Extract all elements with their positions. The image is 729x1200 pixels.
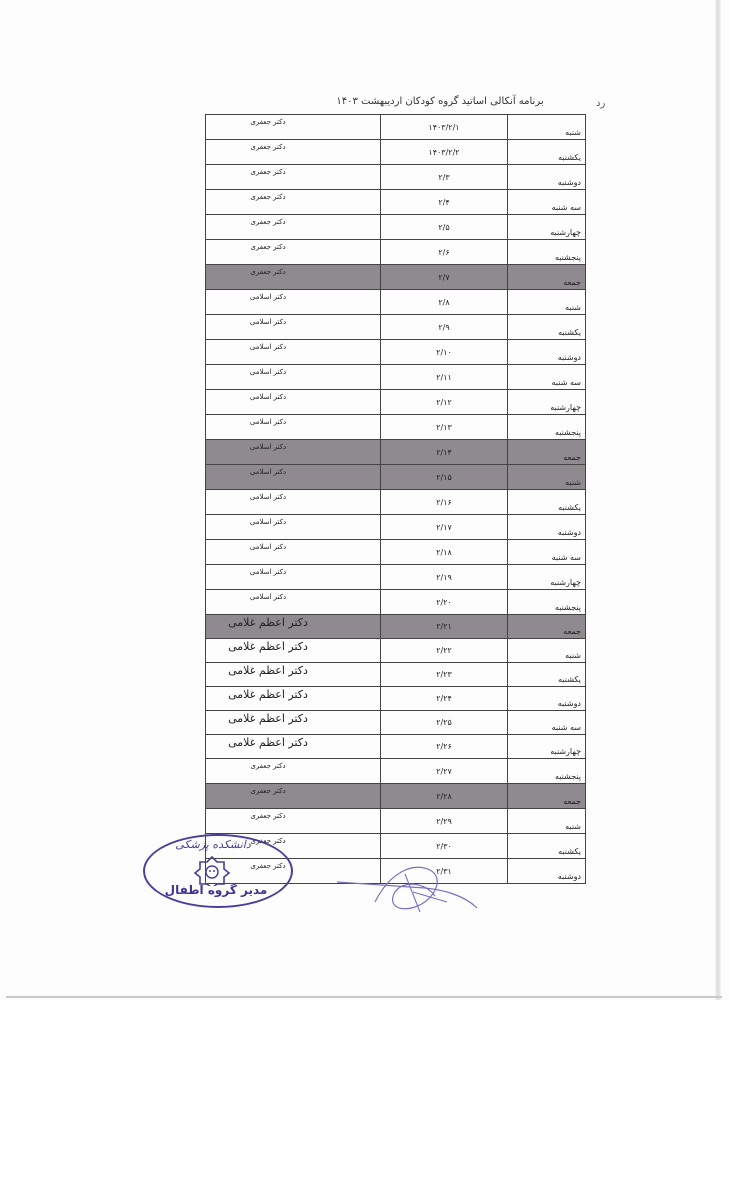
doctor-cell: دکتر جعفری [206,115,381,140]
table-row [206,365,586,390]
doctor-cell: دکتر اسلامی [206,390,381,415]
date-cell: ۲/۱۷ [381,515,508,540]
date-cell: ۲/۱۳ [381,415,508,440]
day-cell: جمعه [508,615,586,639]
doctor-cell: دکتر اعظم غلامی [206,687,381,711]
table-row [206,711,586,735]
doctor-cell: دکتر اسلامی [206,465,381,490]
day-cell: یکشنبه [508,490,586,515]
table-row [206,165,586,190]
day-cell: چهارشنبه [508,735,586,759]
doctor-cell: دکتر جعفری [206,784,381,809]
date-cell: ۲/۸ [381,290,508,315]
date-cell: ۱۴۰۳/۲/۲ [381,140,508,165]
day-cell: دوشنبه [508,515,586,540]
date-cell: ۲/۳۰ [381,834,508,859]
day-cell: جمعه [508,440,586,465]
doctor-cell: دکتر اعظم غلامی [206,663,381,687]
on-call-schedule-table [205,114,586,884]
table-row [206,759,586,784]
page-title: برنامه آنکالی اساتید گروه کودکان اردیبهشت ۱۴۰۳ [336,96,544,107]
day-cell: پنجشنبه [508,759,586,784]
day-cell: دوشنبه [508,165,586,190]
date-cell: ۲/۳۱ [381,859,508,884]
day-cell: سه شنبه [508,365,586,390]
date-cell: ۲/۲۹ [381,809,508,834]
handwritten-signature [335,862,480,922]
date-cell: ۲/۲۶ [381,735,508,759]
date-cell: ۲/۲۰ [381,590,508,615]
date-cell: ۲/۹ [381,315,508,340]
table-row [206,190,586,215]
doctor-cell: دکتر اعظم غلامی [206,615,381,639]
day-cell: دوشنبه [508,859,586,884]
day-cell: چهارشنبه [508,390,586,415]
day-cell: پنجشنبه [508,415,586,440]
day-cell: سه شنبه [508,540,586,565]
day-cell: سه شنبه [508,190,586,215]
table-row [206,215,586,240]
doctor-cell: دکتر جعفری [206,140,381,165]
stamp-emblem-icon [192,856,232,886]
doctor-cell: دکتر اسلامی [206,515,381,540]
date-cell: ۲/۴ [381,190,508,215]
table-row [206,415,586,440]
doctor-cell: دکتر جعفری [206,759,381,784]
day-cell: دوشنبه [508,687,586,711]
date-cell: ۲/۲۳ [381,663,508,687]
day-cell: سه شنبه [508,711,586,735]
doctor-cell: دکتر اسلامی [206,290,381,315]
table-row [206,490,586,515]
table-row [206,615,586,639]
scan-edge-bottom [6,996,722,998]
doctor-cell: دکتر اعظم غلامی [206,711,381,735]
date-cell: ۲/۱۸ [381,540,508,565]
table-row [206,390,586,415]
table-row [206,735,586,759]
doctor-cell: دکتر جعفری [206,240,381,265]
day-cell: یکشنبه [508,663,586,687]
table-row [206,240,586,265]
day-cell: یکشنبه [508,315,586,340]
table-row [206,440,586,465]
stamp-top-text: دانشکده پزشکی [175,838,251,851]
day-cell: یکشنبه [508,140,586,165]
doctor-cell: دکتر جعفری [206,809,381,834]
day-cell: شنبه [508,639,586,663]
date-cell: ۲/۱۰ [381,340,508,365]
doctor-cell: دکتر اعظم غلامی [206,639,381,663]
doctor-cell: دکتر اسلامی [206,315,381,340]
corner-mark: رد [596,98,606,109]
day-cell: شنبه [508,809,586,834]
doctor-cell: دکتر اسلامی [206,365,381,390]
doctor-cell: دکتر اسلامی [206,490,381,515]
doctor-cell: دکتر جعفری [206,190,381,215]
table-row [206,265,586,290]
doctor-cell: دکتر اسلامی [206,590,381,615]
doctor-cell: دکتر جعفری [206,859,381,884]
doctor-cell: دکتر اسلامی [206,565,381,590]
date-cell: ۱۴۰۳/۲/۱ [381,115,508,140]
doctor-cell: دکتر جعفری [206,265,381,290]
table-row [206,687,586,711]
doctor-cell: دکتر اسلامی [206,415,381,440]
date-cell: ۲/۱۹ [381,565,508,590]
table-row [206,465,586,490]
day-cell: جمعه [508,784,586,809]
day-cell: شنبه [508,115,586,140]
table-row [206,515,586,540]
day-cell: جمعه [508,265,586,290]
table-row [206,140,586,165]
day-cell: پنجشنبه [508,590,586,615]
table-row [206,590,586,615]
schedule-body [206,115,586,884]
day-cell: دوشنبه [508,340,586,365]
date-cell: ۲/۲۷ [381,759,508,784]
table-row [206,540,586,565]
day-cell: شنبه [508,290,586,315]
day-cell: چهارشنبه [508,215,586,240]
date-cell: ۲/۲۸ [381,784,508,809]
day-cell: پنجشنبه [508,240,586,265]
date-cell: ۲/۲۴ [381,687,508,711]
table-row [206,340,586,365]
date-cell: ۲/۱۲ [381,390,508,415]
table-row [206,809,586,834]
table-row [206,565,586,590]
doctor-cell: دکتر اسلامی [206,540,381,565]
date-cell: ۲/۲۱ [381,615,508,639]
date-cell: ۲/۲۲ [381,639,508,663]
doctor-cell: دکتر اسلامی [206,440,381,465]
date-cell: ۲/۳ [381,165,508,190]
date-cell: ۲/۲۵ [381,711,508,735]
doctor-cell: دکتر اعظم غلامی [206,735,381,759]
doctor-cell: دکتر جعفری [206,165,381,190]
date-cell: ۲/۱۵ [381,465,508,490]
table-row [206,315,586,340]
doctor-cell: دکتر جعفری [206,215,381,240]
date-cell: ۲/۷ [381,265,508,290]
date-cell: ۲/۱۴ [381,440,508,465]
table-row [206,115,586,140]
table-row [206,639,586,663]
day-cell: چهارشنبه [508,565,586,590]
stamp-bottom-text: مدیر گروه اطفال [164,883,268,897]
doctor-cell: دکتر اسلامی [206,340,381,365]
table-row [206,663,586,687]
scan-edge-right [715,0,721,1000]
table-row [206,784,586,809]
table-row [206,290,586,315]
date-cell: ۲/۶ [381,240,508,265]
day-cell: یکشنبه [508,834,586,859]
date-cell: ۲/۵ [381,215,508,240]
date-cell: ۲/۱۱ [381,365,508,390]
date-cell: ۲/۱۶ [381,490,508,515]
day-cell: شنبه [508,465,586,490]
doctor-cell: دکتر جعفری [206,834,381,859]
